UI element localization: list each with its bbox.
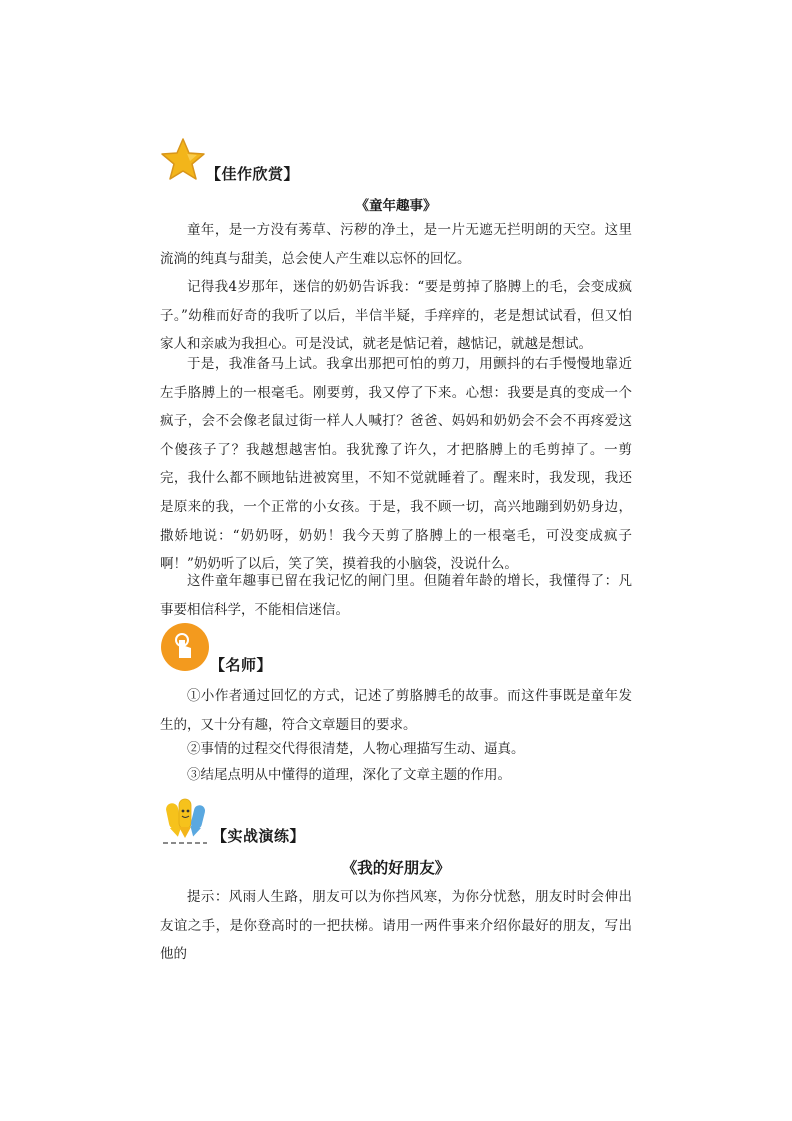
heading-text: 【实战演练】 [212, 827, 306, 845]
section-heading-practice [212, 825, 305, 846]
heading-text: 【佳作欣赏】 [206, 165, 300, 183]
article-title: 《童年趣事》 [355, 198, 437, 214]
article-title: 《我的好朋友》 [341, 859, 451, 877]
paragraph: 提示：风雨人生路，朋友可以为你挡风寒，为你分忧愁，朋友时时会伸出友谊之手，是你登高时的一把扶梯。请用一两件事来介绍你最好的朋友，写出他的 [160, 889, 632, 963]
section-heading-appreciation [206, 163, 299, 184]
star-icon [160, 137, 206, 181]
paragraph: ③结尾点明从中懂得的道理，深化了文章主题的作用。 [187, 767, 511, 783]
tap-hand-icon [160, 622, 210, 672]
paragraph: 于是，我准备马上试。我拿出那把可怕的剪刀，用颤抖的右手慢慢地靠近左手胳膊上的一根毫毛。刚要剪，我又停了下来。心想：我要是真的变成一个疯子，会不会像老鼠过街一样人人喊打？爸爸、妈妈和奶奶会不会不再疼爱这个傻孩子了？我越想越害怕。我犹豫了许久，才把胳膊上的毛剪掉了。一剪完，我什么都不顾地钻进被窝里，不知不觉就睡着了。醒来时，我发现，我还是原来的我，一个正常的小女孩。于是，我不顾一切，高兴地蹦到奶奶身边，撒娇地说：“奶奶呀，奶奶！我今天剪了胳膊上的一根毫毛，可没变成疯子啊！”奶奶听了以后，笑了笑，摸着我的小脑袋，没说什么。 [160, 356, 632, 573]
heading-text: 【名师】 [210, 656, 273, 674]
paragraph: 童年，是一方没有莠草、污秽的净土，是一片无遮无拦明朗的天空。这里流淌的纯真与甜美，总会使人产生难以忘怀的回忆。 [160, 222, 632, 267]
paragraph: 记得我4岁那年，迷信的奶奶告诉我：“要是剪掉了胳膊上的毛，会变成疯子。”幼稚而好奇的我听了以后，半信半疑，手痒痒的，老是想试试看，但又怕家人和亲戚为我担心。可是没试，就老是惦记着，越惦记，就越是想试。 [160, 279, 632, 353]
section-heading-teacher [210, 654, 272, 675]
paragraph: 这件童年趣事已留在我记忆的闸门里。但随着年龄的增长，我懂得了：凡事要相信科学，不能相信迷信。 [160, 573, 632, 618]
paragraph: ②事情的过程交代得很清楚，人物心理描写生动、逼真。 [187, 741, 525, 757]
pencils-icon [161, 793, 209, 845]
paragraph: ①小作者通过回忆的方式，记述了剪胳膊毛的故事。而这件事既是童年发生的，又十分有趣，符合文章题目的要求。 [160, 688, 632, 733]
